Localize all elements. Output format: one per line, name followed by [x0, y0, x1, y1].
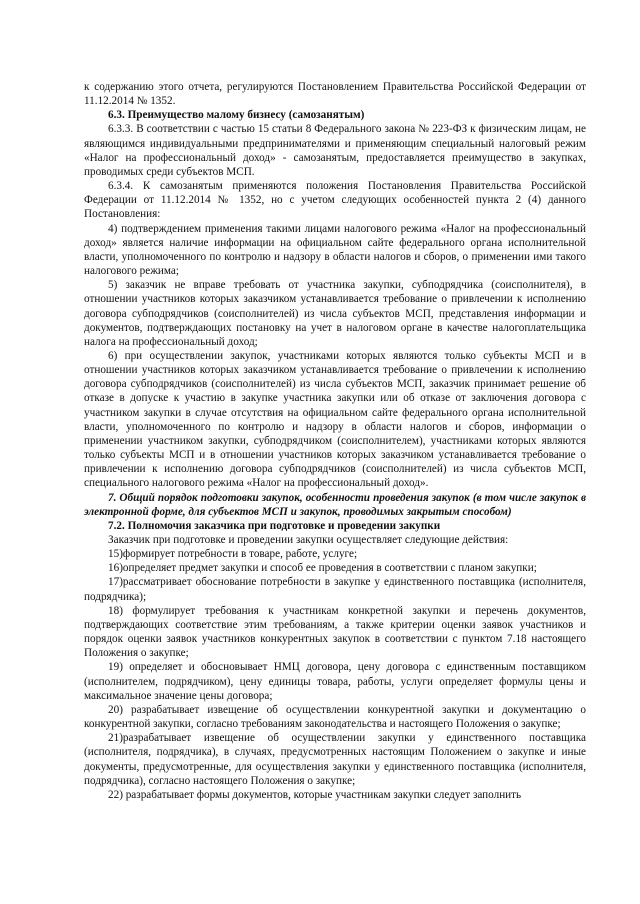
list-item-21: 21)разрабатывает извещение об осуществлении закупки у единственного поставщика (исполнителя, подрядчика), в случаях, предусмотренных настоящим Положением о закупке и иные документы, предусмотренные, для осуществления закупки у единственного поставщика (исполнителя, подрядчика), согласно настоящего Положения о закупке;	[84, 732, 586, 787]
list-item-4: 4) подтверждением применения такими лицами налогового режима «Налог на профессиональный доход» является наличие информации на официальном сайте федерального органа исполнительной власти, уполномоченного по контролю и надзору в области налогов и сборов, о применении ими такого налогового режима;	[84, 222, 586, 278]
list-item-22: 22) разрабатывает формы документов, которые участникам закупки следует заполнить	[108, 788, 522, 801]
list-item-19: 19) определяет и обосновывает НМЦ договора, цену договора с единственным поставщиком (исполнителем, подрядчиком), цену единицы товара, работы, услуги определяет формулы цены и максимальное значение цены договора;	[84, 661, 586, 702]
paragraph-continuation: к содержанию этого отчета, регулируются Постановлением Правительства Российской Федерации от 11.12.2014 № 1352.	[84, 81, 586, 108]
section-heading-6-3: 6.3. Преимущество малому бизнесу (самозанятым)	[108, 109, 365, 122]
list-item-16: 16)определяет предмет закупки и способ ее проведения в соответствии с планом закупки;	[108, 562, 537, 575]
list-item-6: 6) при осуществлении закупок, участниками которых являются только субъекты МСП и в отношении участников которых заказчиком устанавливается требование о привлечении к исполнению договора субподрядчиков (соисполнителей) из числа субъектов МСП, заказчик принимает решение об отказе в допуске к участию в закупке участника закупки или об отказе от заключения договора с участником закупки в случае отсутствия на официальном сайте федерального органа исполнительной власти, уполномоченного по контролю и надзору в области налогов и сборов, информации о применении участником закупки, субподрядчиком (соисполнителем), участниками которых являются только субъекты МСП и в отношении участников которых заказчиком устанавливается требование о привлечении к исполнению договора субподрядчиков (соисполнителей) из числа субъектов МСП, специального налогового режима «Налог на профессиональный доход».	[84, 349, 586, 490]
paragraph-intro-actions: Заказчик при подготовке и проведении закупки осуществляет следующие действия:	[108, 534, 509, 546]
paragraph-6-3-4: 6.3.4. К самозанятым применяются положения Постановления Правительства Российской Федерации от 11.12.2014 № 1352, но с учетом следующих особенностей пункта 2 (4) данного Постановления:	[84, 180, 586, 221]
section-heading-7-2: 7.2. Полномочия заказчика при подготовке и проведении закупки	[108, 519, 441, 532]
list-item-15: 15)формирует потребности в товаре, работе, услуге;	[108, 548, 358, 561]
list-item-17: 17)рассматривает обоснование потребности в закупке у единственного поставщика (исполнителя, подрядчика);	[84, 576, 586, 603]
document-page	[84, 80, 586, 802]
section-heading-7: 7. Общий порядок подготовки закупок, особенности проведения закупок (в том числе закупок в электронной форме, для субъектов МСП и закупок, проводимых закрытым способом)	[84, 491, 586, 518]
list-item-5: 5) заказчик не вправе требовать от участника закупки, субподрядчика (соисполнителя), в отношении участников которых заказчиком устанавливается требование о привлечении к исполнению договора субподрядчиков (соисполнителей) из числа субъектов МСП, представления информации и документов, подтверждающих постановку на учет в налоговом органе в качестве налогоплательщика налога на профессиональный доход;	[84, 279, 586, 348]
list-item-20: 20) разрабатывает извещение об осуществлении конкурентной закупки и документацию о конкурентной закупки, согласно требованиям законодательства и настоящего Положения о закупке;	[84, 703, 586, 731]
paragraph-6-3-3: 6.3.3. В соответствии с частью 15 статьи 8 Федерального закона № 223-ФЗ к физическим лицам, не являющимся индивидуальными предпринимателями и применяющим специальный налоговый режим «Налог на профессиональный доход» - самозанятым, предоставляется преимущество в закупках, проводимых среди субъектов МСП.	[84, 123, 586, 178]
list-item-18: 18) формулирует требования к участникам конкретной закупки и перечень документов, подтверждающих соответствие этим требованиям, а также критерии оценки заявок участников и порядок оценки заявок участников конкурентных закупок в соответствии с пунктом 7.18 настоящего Положения о закупке;	[84, 604, 586, 660]
